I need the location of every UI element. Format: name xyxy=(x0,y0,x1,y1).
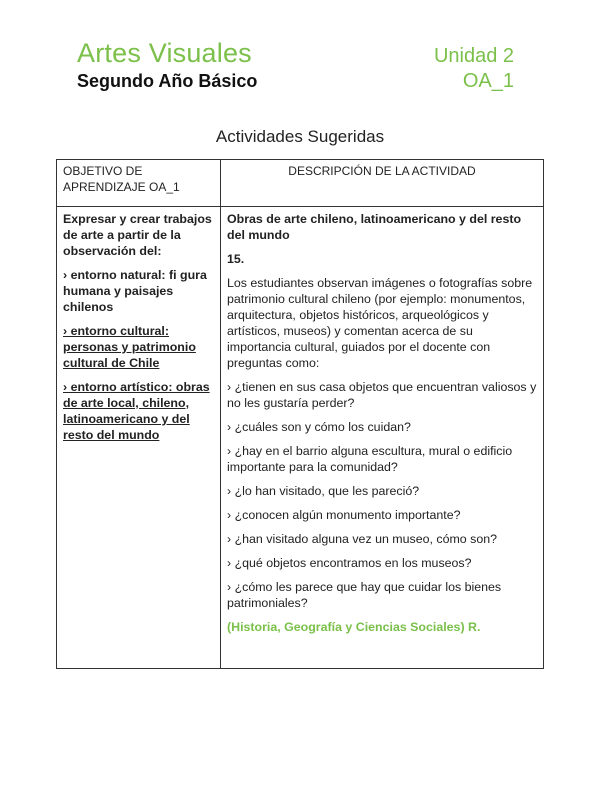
question-item: › ¿cuáles son y cómo los cuidan? xyxy=(227,420,411,434)
objective-column-header: OBJETIVO DE APRENDIZAJE OA_1 xyxy=(57,160,221,207)
activities-table xyxy=(56,159,544,669)
question-item: › ¿hay en el barrio alguna escultura, mural o edificio importante para la comunidad? xyxy=(227,444,513,474)
question-item: › ¿lo han visitado, que les pareció? xyxy=(227,484,420,498)
table-header-row xyxy=(57,160,544,207)
question-item: › ¿cómo les parece que hay que cuidar los bienes patrimoniales? xyxy=(227,580,502,610)
subject-crossref: (Historia, Geografía y Ciencias Sociales) R. xyxy=(227,620,481,634)
objective-item-artistic: › entorno artístico: obras de arte local, chileno, latinoamericano y del resto del mundo xyxy=(63,380,210,442)
question-item: › ¿tienen en sus casa objetos que encuentran valiosos y no les gustaría perder? xyxy=(227,380,537,410)
header-row-2 xyxy=(77,69,514,93)
objective-item-cultural: › entorno cultural: personas y patrimonio cultural de Chile xyxy=(63,324,196,370)
section-title: Actividades Sugeridas xyxy=(215,127,385,146)
question-item: › ¿conocen algún monumento importante? xyxy=(227,508,461,522)
activity-number: 15. xyxy=(227,252,245,266)
description-column-header: DESCRIPCIÓN DE LA ACTIVIDAD xyxy=(221,160,544,207)
objective-item-natural: › entorno natural: fi gura humana y paisajes chilenos xyxy=(63,268,207,314)
grade-subtitle: Segundo Año Básico xyxy=(77,71,258,91)
activity-description: Los estudiantes observan imágenes o fotografías sobre patrimonio cultural chileno (por ejemplo: monumentos, arquitectura, objetos históricos, arqueológicos y artísticos, museos) y comentan acerca de su importancia cultural, guiados por el docente con preguntas como: xyxy=(227,276,533,370)
objective-intro: Expresar y crear trabajos de arte a partir de la observación del: xyxy=(63,212,212,258)
header-row-1 xyxy=(77,38,514,69)
objective-cell xyxy=(57,207,221,669)
unit-label: Unidad 2 xyxy=(433,45,514,67)
activity-cell xyxy=(221,207,544,669)
table-row xyxy=(57,207,544,669)
question-item: › ¿han visitado alguna vez un museo, cómo son? xyxy=(227,532,497,546)
subject-title: Artes Visuales xyxy=(77,38,252,68)
activity-title: Obras de arte chileno, latinoamericano y del resto del mundo xyxy=(227,212,522,242)
document-header xyxy=(77,38,514,93)
objective-code: OA_1 xyxy=(462,70,514,92)
question-item: › ¿qué objetos encontramos en los museos? xyxy=(227,556,472,570)
